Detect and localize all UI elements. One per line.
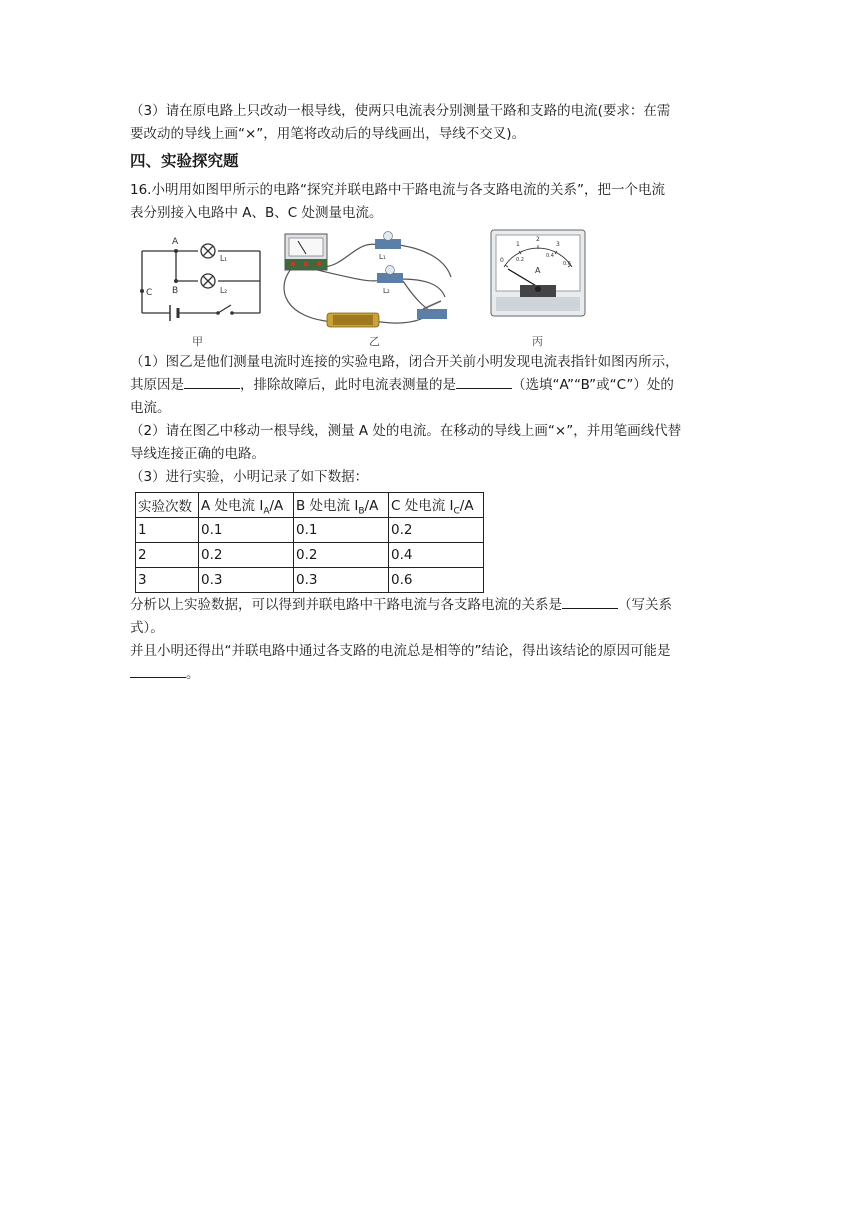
header-c-unit: /A (459, 497, 474, 514)
q16-analysis-line2: 式）。 (130, 620, 164, 636)
table-cell: 0.6 (389, 568, 484, 593)
table-cell: 0.3 (199, 568, 294, 593)
table-header-a (199, 493, 294, 518)
q16-conclusion-line1: 并且小明还得出“并联电路中通过各支路的电流总是相等的”结论，得出该结论的原因可能是 (130, 643, 671, 659)
table-cell: 2 (136, 543, 199, 568)
table-cell: 0.1 (199, 518, 294, 543)
circuit-diagram-jia (136, 229, 266, 329)
analysis-text-b: （写关系 (618, 597, 672, 613)
meter-tick-1: 1 (516, 241, 520, 248)
conclusion-end: 。 (186, 666, 200, 682)
section-title: 四、实验探究题 (130, 152, 239, 170)
analysis-text-a: 分析以上实验数据，可以得到并联电路中干路电流与各支路电流的关系是 (130, 597, 562, 613)
header-a-sub: A (263, 506, 270, 517)
figure-row (130, 229, 736, 351)
table-row (136, 543, 484, 568)
ammeter-bing (490, 229, 586, 319)
caption-bing: 丙 (532, 335, 543, 348)
label-lamp-1: L₁ (220, 254, 228, 263)
meter-tick-0-6: 0.6 (563, 261, 571, 267)
meter-unit: A (535, 266, 541, 275)
table-cell: 0.4 (389, 543, 484, 568)
q16-stem-line1: 16.小明用如图甲所示的电路“探究并联电路中干路电流与各支路电流的关系”，把一个电流 (130, 182, 665, 198)
answer-blank-2[interactable] (456, 374, 512, 389)
label-point-b: B (172, 286, 179, 296)
meter-tick-0-4: 0.4 (546, 253, 554, 259)
caption-jia: 甲 (192, 335, 203, 348)
document-content (130, 100, 736, 686)
header-b-text: B 处电流 I (296, 497, 359, 514)
yi-label-lamp-2: L₂ (383, 287, 390, 295)
q16-part1-line3: 电流。 (130, 400, 171, 416)
q16-part3-line1: （3）进行实验，小明记录了如下数据： (130, 469, 369, 485)
q16-conclusion-line2 (130, 663, 736, 686)
q15-part3-line1: （3）请在原电路上只改动一根导线，使两只电流表分别测量干路和支路的电流(要求：在需 (130, 103, 671, 119)
table-header-row (136, 493, 484, 518)
answer-blank-1[interactable] (184, 374, 240, 389)
table-header-trial: 实验次数 (136, 493, 199, 518)
meter-tick-0-top: 0 (500, 257, 504, 264)
table-cell: 0.2 (294, 543, 389, 568)
table-cell: 0.2 (389, 518, 484, 543)
q16-part2-line2: 导线连接正确的电路。 (130, 446, 265, 462)
table-header-b (294, 493, 389, 518)
header-c-text: C 处电流 I (391, 497, 454, 514)
q16-part1-line1: （1）图乙是他们测量电流时连接的实验电路，闭合开关前小明发现电流表指针如图丙所示， (130, 354, 679, 370)
answer-blank-4[interactable] (130, 663, 186, 678)
meter-tick-3: 3 (556, 241, 560, 248)
header-b-unit: /A (364, 497, 379, 514)
header-a-text: A 处电流 I (201, 497, 264, 514)
q16-part1-text-b: ，排除故障后，此时电流表测量的是 (240, 377, 456, 393)
caption-yi: 乙 (369, 335, 380, 348)
table-cell: 0.1 (294, 518, 389, 543)
header-a-unit: /A (269, 497, 284, 514)
table-cell: 0.2 (199, 543, 294, 568)
meter-tick-0-2: 0.2 (516, 257, 524, 263)
label-lamp-2: L₂ (220, 286, 228, 295)
yi-label-lamp-1: L₁ (379, 253, 386, 261)
q15-part3-line2: 要改动的导线上画“×”，用笔将改动后的导线画出，导线不交叉)。 (130, 126, 526, 142)
answer-blank-3[interactable] (562, 594, 618, 609)
circuit-photo-yi (275, 229, 465, 329)
table-row (136, 568, 484, 593)
q16-part1-text-a: 其原因是 (130, 377, 184, 393)
table-cell: 3 (136, 568, 199, 593)
meter-tick-2: 2 (536, 236, 540, 243)
label-point-a: A (172, 237, 179, 247)
q16-stem-line2: 表分别接入电路中 A、B、C 处测量电流。 (130, 205, 383, 221)
label-point-c: C (146, 288, 153, 298)
table-row (136, 518, 484, 543)
table-header-c (389, 493, 484, 518)
q16-part1-text-c: （选填“A”“B”或“C”）处的 (512, 377, 674, 393)
table-cell: 1 (136, 518, 199, 543)
header-c-sub: C (453, 506, 460, 517)
q16-analysis-line1 (130, 594, 736, 617)
q16-part1-line2 (130, 374, 736, 397)
header-b-sub: B (358, 506, 365, 517)
q16-part2-line1: （2）请在图乙中移动一根导线，测量 A 处的电流。在移动的导线上画“×”，并用笔画线代替 (130, 423, 682, 439)
data-table (135, 492, 484, 593)
table-cell: 0.3 (294, 568, 389, 593)
